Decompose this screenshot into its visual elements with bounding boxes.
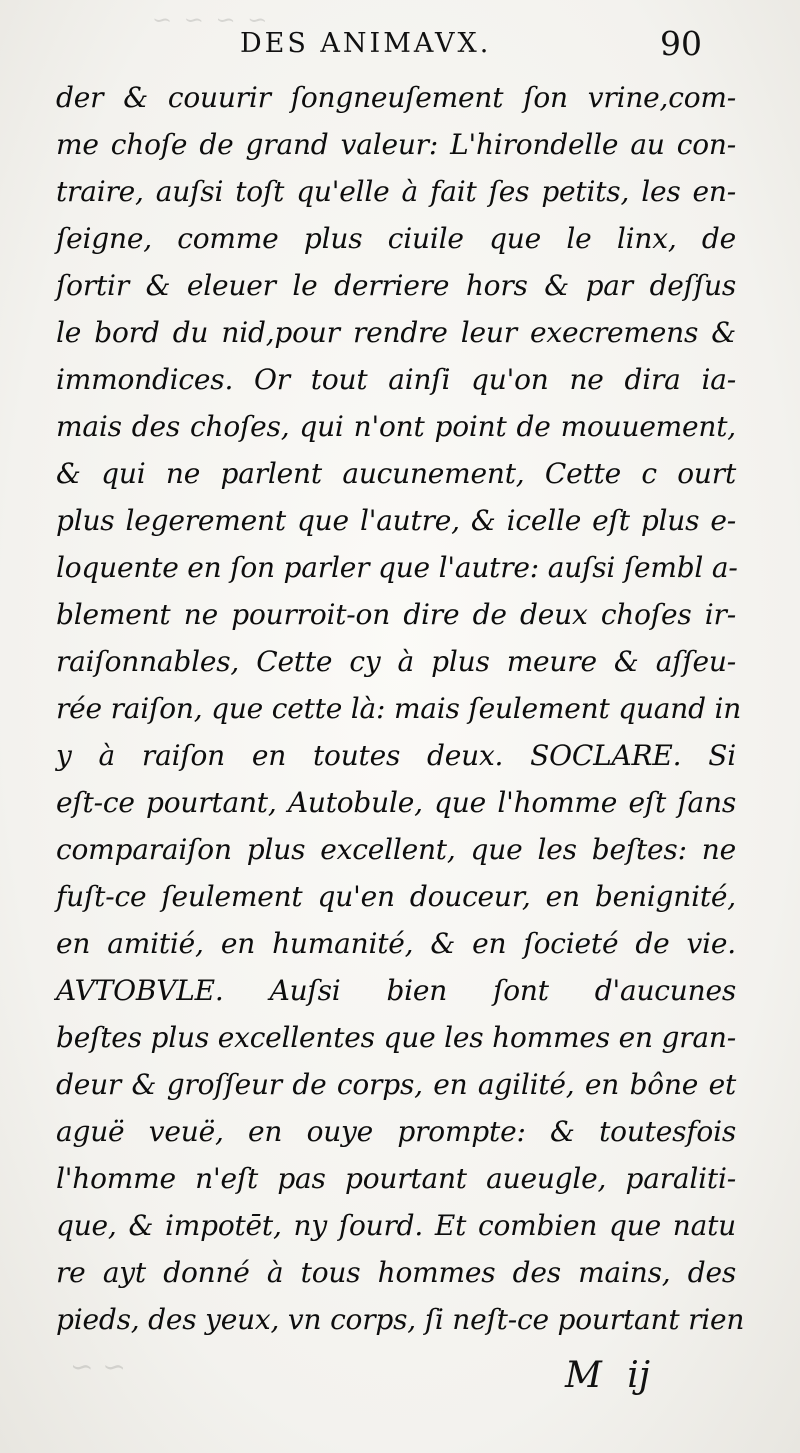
text-line: raiſonnables, Cette cy à plus meure & aſſeu- — [56, 645, 736, 678]
text-line: blement ne pourroit-on dire de deux choſes ir- — [56, 598, 736, 631]
signature-mark: M ij — [565, 1355, 650, 1396]
text-line: l'homme n'eſt pas pourtant aueugle, paraliti- — [56, 1162, 736, 1195]
text-line: pieds, des yeux, vn corps, ſi neſt-ce pourtant rien — [56, 1303, 745, 1336]
text-line: eſt-ce pourtant, Autobule, que l'homme eſt ſans — [56, 786, 736, 819]
show-through-bottom: ~ ~ — [70, 1350, 126, 1383]
text-line: me choſe de grand valeur: L'hirondelle au con- — [56, 128, 736, 161]
running-head — [0, 24, 800, 68]
body-text — [56, 74, 745, 1343]
page-number: 90 — [660, 24, 702, 63]
running-head-title: DES ANIMAVX. — [240, 28, 492, 59]
text-line: que, & impotēt, ny ſourd. Et combien que natu — [56, 1209, 736, 1242]
text-line: aguë veuë, en ouye prompte: & toutesfois — [56, 1115, 736, 1148]
text-line: y à raiſon en toutes deux. SOCLARE. Si — [56, 739, 736, 772]
text-line: le bord du nid,pour rendre leur execremens & — [56, 316, 736, 349]
text-line: & qui ne parlent aucunement, Cette c ourt — [56, 457, 736, 490]
show-through-top: ~ ~ ~ ~ — [150, 6, 268, 34]
text-line: en amitié, en humanité, & en ſocieté de vie. — [56, 927, 736, 960]
text-line: AVTOBVLE. Auſsi bien ſont d'aucunes — [56, 974, 736, 1007]
text-line: fuſt-ce ſeulement qu'en douceur, en benignité, — [56, 880, 736, 913]
text-line: immondices. Or tout ainſi qu'on ne dira ia- — [56, 363, 736, 396]
text-line: beſtes plus excellentes que les hommes en gran- — [56, 1021, 737, 1054]
text-line: traire, auſsi toſt qu'elle à fait ſes petits, les en- — [56, 175, 736, 208]
text-line: plus legerement que l'autre, & icelle eſt plus e- — [56, 504, 736, 537]
text-line: comparaiſon plus excellent, que les beſtes: ne — [56, 833, 736, 866]
text-line: rée raiſon, que cette là: mais ſeulement quand in — [56, 692, 742, 725]
text-line: der & couurir ſongneuſement ſon vrine,com- — [56, 81, 736, 114]
text-line: ſeigne, comme plus ciuile que le linx, de — [56, 222, 736, 255]
text-line: deur & groſſeur de corps, en agilité, en bône et — [56, 1068, 736, 1101]
text-line: re ayt donné à tous hommes des mains, des — [56, 1256, 736, 1289]
text-line: mais des choſes, qui n'ont point de mouuement, — [56, 410, 736, 443]
text-line: loquente en ſon parler que l'autre: auſsi ſembl a- — [56, 551, 738, 584]
text-line: ſortir & eleuer le derriere hors & par deſſus — [56, 269, 736, 302]
